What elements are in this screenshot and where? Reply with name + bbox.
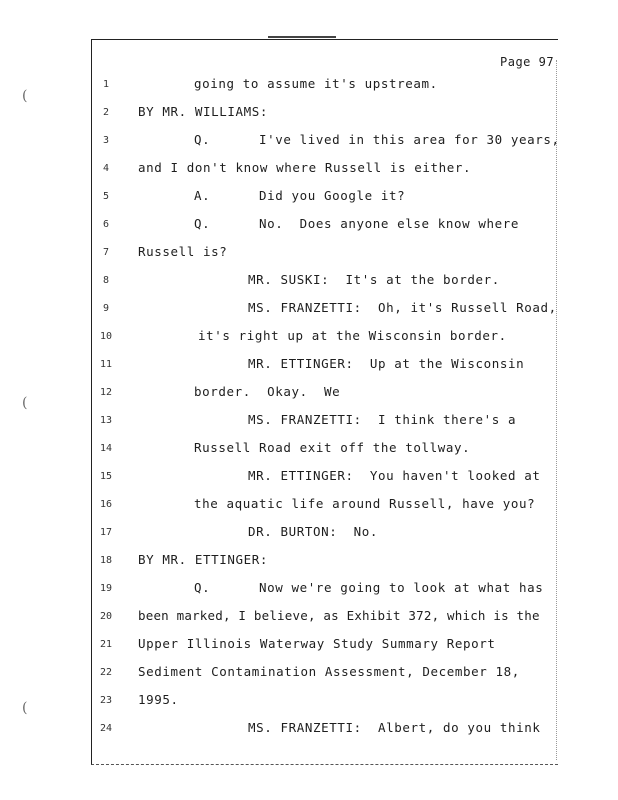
line-number: 12 bbox=[99, 387, 113, 398]
transcript-line: the aquatic life around Russell, have you? bbox=[194, 496, 536, 511]
transcript-line: BY MR. WILLIAMS: bbox=[138, 104, 269, 119]
right-scan-marks bbox=[556, 60, 557, 760]
margin-mark: ( bbox=[22, 395, 28, 411]
line-number: 23 bbox=[99, 695, 113, 706]
margin-mark: ( bbox=[22, 700, 28, 716]
transcript-line: MR. ETTINGER: Up at the Wisconsin bbox=[248, 356, 525, 371]
transcript-line: and I don't know where Russell is either. bbox=[138, 160, 472, 175]
line-number: 2 bbox=[102, 107, 110, 118]
transcript-line: MR. SUSKI: It's at the border. bbox=[248, 272, 500, 287]
transcript-line: MS. FRANZETTI: Oh, it's Russell Road, bbox=[248, 300, 557, 315]
line-number: 10 bbox=[99, 331, 113, 342]
line-number: 9 bbox=[102, 303, 110, 314]
line-number: 16 bbox=[99, 499, 113, 510]
line-number: 5 bbox=[102, 191, 110, 202]
transcript-line: MR. ETTINGER: You haven't looked at bbox=[248, 468, 541, 483]
transcript-line: BY MR. ETTINGER: bbox=[138, 552, 269, 567]
transcript-line: Q. No. Does anyone else know where bbox=[194, 216, 520, 231]
line-number: 20 bbox=[99, 611, 113, 622]
line-number: 19 bbox=[99, 583, 113, 594]
transcript-line: Q. I've lived in this area for 30 years, bbox=[194, 132, 560, 147]
line-number: 7 bbox=[102, 247, 110, 258]
line-number: 21 bbox=[99, 639, 113, 650]
line-number: 1 bbox=[102, 79, 110, 90]
line-number: 18 bbox=[99, 555, 113, 566]
page-frame bbox=[91, 39, 558, 765]
transcript-line: Q. Now we're going to look at what has bbox=[194, 580, 544, 595]
line-number: 8 bbox=[102, 275, 110, 286]
line-number: 6 bbox=[102, 219, 110, 230]
line-number: 17 bbox=[99, 527, 113, 538]
transcript-line: Upper Illinois Waterway Study Summary Report bbox=[138, 636, 496, 651]
line-number: 13 bbox=[99, 415, 113, 426]
line-number: 11 bbox=[99, 359, 113, 370]
line-number: 3 bbox=[102, 135, 110, 146]
line-number: 24 bbox=[99, 723, 113, 734]
transcript-line: Sediment Contamination Assessment, December 18, bbox=[138, 664, 520, 679]
transcript-line: Russell Road exit off the tollway. bbox=[194, 440, 471, 455]
line-number: 22 bbox=[99, 667, 113, 678]
line-number: 4 bbox=[102, 163, 110, 174]
transcript-line: Russell is? bbox=[138, 244, 228, 259]
transcript-line: DR. BURTON: No. bbox=[248, 524, 379, 539]
line-number: 14 bbox=[99, 443, 113, 454]
transcript-line: been marked, I believe, as Exhibit 372, which is the bbox=[138, 608, 540, 623]
transcript-line: it's right up at the Wisconsin border. bbox=[198, 328, 507, 343]
transcript-line: going to assume it's upstream. bbox=[194, 76, 438, 91]
transcript-line: A. Did you Google it? bbox=[194, 188, 406, 203]
transcript-line: border. Okay. We bbox=[194, 384, 341, 399]
transcript-line: 1995. bbox=[138, 692, 179, 707]
top-scan-mark bbox=[268, 36, 336, 38]
transcript-line: MS. FRANZETTI: Albert, do you think bbox=[248, 720, 541, 735]
page-number: Page 97 bbox=[500, 55, 555, 69]
transcript-line: MS. FRANZETTI: I think there's a bbox=[248, 412, 517, 427]
line-number: 15 bbox=[99, 471, 113, 482]
margin-mark: ( bbox=[22, 88, 28, 104]
